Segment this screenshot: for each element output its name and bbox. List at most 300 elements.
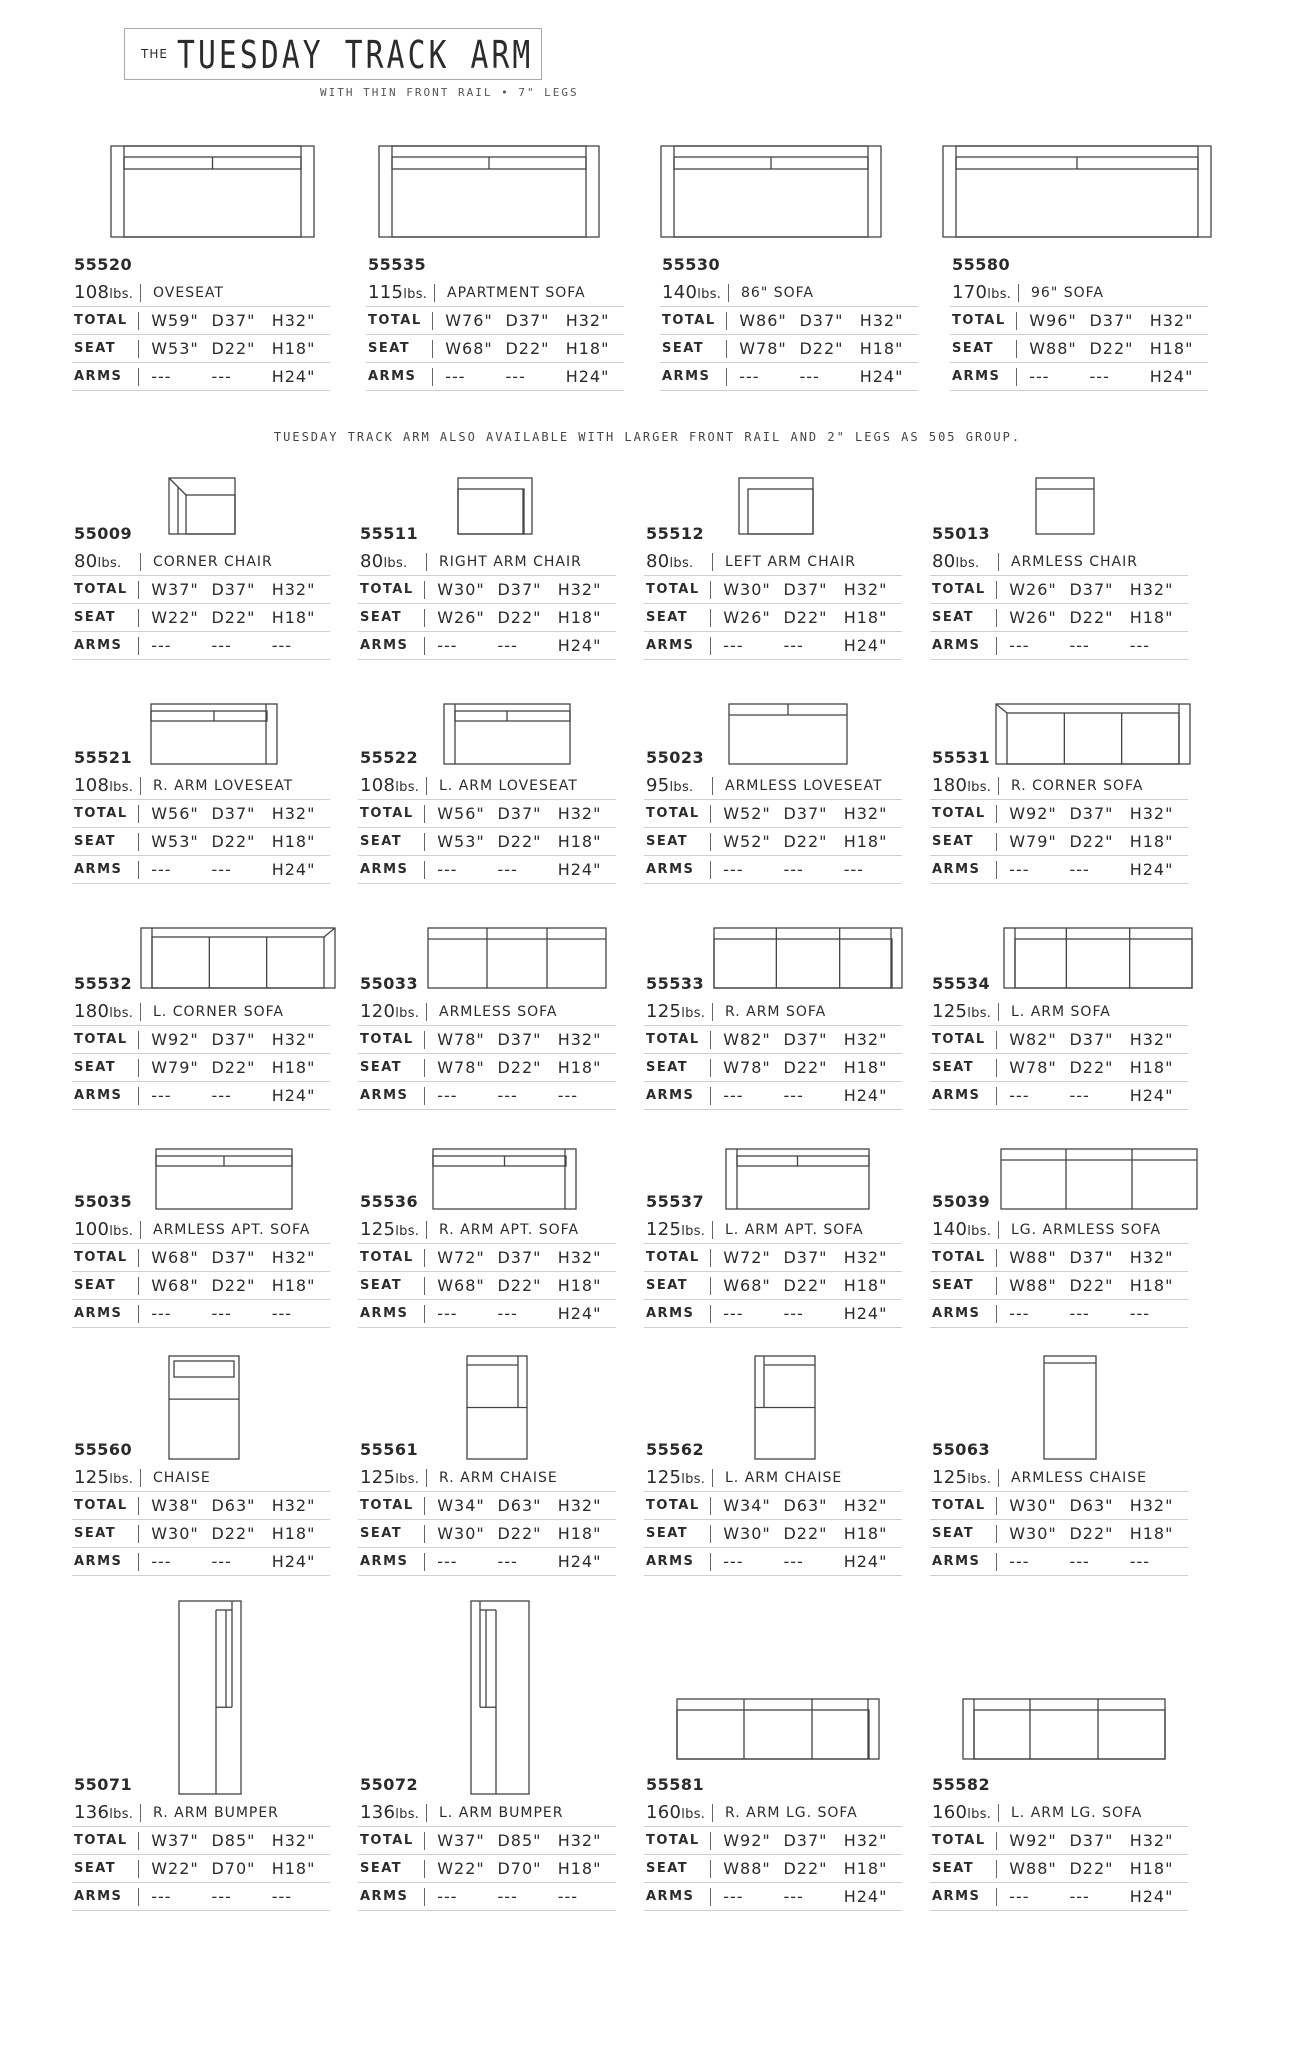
spec-row-name [72, 998, 330, 1026]
spec-value-height: H32" [1129, 1030, 1174, 1049]
divider [710, 1888, 711, 1906]
spec-value-height: H18" [843, 608, 888, 627]
spec-label-arms: ARMS [932, 1306, 981, 1321]
product-name: R. ARM CHAISE [439, 1469, 558, 1486]
spec-row-arms [930, 1300, 1188, 1328]
product-name: R. ARM LOVESEAT [153, 777, 294, 794]
spec-value-width: W82" [1009, 1030, 1057, 1049]
spec-value-width: W92" [723, 1831, 771, 1850]
product-weight: 140lbs. [662, 282, 722, 303]
spec-value-width: W30" [151, 1524, 199, 1543]
spec-row-seat [660, 335, 918, 363]
divider [710, 805, 711, 823]
divider [140, 284, 141, 302]
spec-row-name [930, 772, 1188, 800]
spec-row-name [366, 279, 624, 307]
spec-value-height: H32" [271, 1831, 316, 1850]
product-sku: 55521 [74, 748, 133, 767]
spec-value-width: W30" [1009, 1496, 1057, 1515]
divider [138, 1305, 139, 1323]
spec-row-seat [930, 604, 1188, 632]
weight-unit: lbs. [681, 1006, 706, 1021]
spec-row-name [72, 279, 330, 307]
divider [710, 1497, 711, 1515]
spec-row-total [72, 800, 330, 828]
divider [996, 1305, 997, 1323]
spec-value-width: W68" [723, 1276, 771, 1295]
spec-value-height: --- [557, 1887, 579, 1906]
spec-value-depth: D22" [783, 1859, 828, 1878]
spec-table [72, 772, 330, 884]
spec-row-total [358, 576, 616, 604]
spec-row-seat [358, 828, 616, 856]
spec-value-height: --- [271, 1887, 293, 1906]
spec-value-depth: --- [211, 860, 232, 879]
spec-value-width: --- [151, 1086, 172, 1105]
spec-value-width: W72" [437, 1248, 485, 1267]
divider [138, 637, 139, 655]
product-weight: 125lbs. [932, 1467, 992, 1488]
product-name: R. ARM SOFA [725, 1003, 827, 1020]
spec-value-width: W26" [1009, 608, 1057, 627]
spec-value-depth: D37" [1089, 311, 1134, 330]
spec-value-height: H32" [557, 1248, 602, 1267]
armless-chair-drawing-icon [1035, 477, 1095, 535]
divider [424, 805, 425, 823]
divider [996, 1553, 997, 1571]
product-sku: 55033 [360, 974, 419, 993]
spec-value-depth: D22" [799, 339, 844, 358]
spec-row-seat [644, 604, 902, 632]
spec-row-total [72, 1827, 330, 1855]
right-corner-sofa-drawing-icon [995, 703, 1191, 765]
product-sku: 55039 [932, 1192, 991, 1211]
spec-value-height: H32" [843, 1248, 888, 1267]
spec-label-seat: SEAT [646, 1526, 689, 1541]
divider [426, 553, 427, 571]
spec-value-width: W59" [151, 311, 199, 330]
spec-value-height: H32" [1129, 804, 1174, 823]
weight-unit: lbs. [967, 1472, 992, 1487]
spec-value-width: W34" [723, 1496, 771, 1515]
divider [712, 1003, 713, 1021]
spec-row-total [358, 1026, 616, 1054]
spec-label-arms: ARMS [360, 638, 409, 653]
weight-unit: lbs. [97, 556, 122, 571]
spec-value-width: W78" [437, 1058, 485, 1077]
spec-value-depth: --- [211, 367, 232, 386]
spec-row-total [660, 307, 918, 335]
spec-label-arms: ARMS [932, 862, 981, 877]
spec-value-width: --- [437, 636, 458, 655]
armless-loveseat-drawing-icon [728, 703, 848, 765]
spec-label-total: TOTAL [932, 582, 986, 597]
spec-value-height: H32" [859, 311, 904, 330]
product-weight: 180lbs. [932, 775, 992, 796]
spec-value-width: W79" [1009, 832, 1057, 851]
spec-label-total: TOTAL [360, 1032, 414, 1047]
weight-unit: lbs. [967, 1807, 992, 1822]
divider [710, 1087, 711, 1105]
spec-row-arms [644, 1300, 902, 1328]
spec-value-depth: D37" [783, 1248, 828, 1267]
product-sku: 55522 [360, 748, 419, 767]
spec-value-width: W34" [437, 1496, 485, 1515]
divider [138, 833, 139, 851]
spec-value-width: --- [437, 1552, 458, 1571]
spec-value-height: H18" [1149, 339, 1194, 358]
spec-label-arms: ARMS [646, 1306, 695, 1321]
product-name: 96" SOFA [1031, 284, 1104, 301]
spec-label-total: TOTAL [646, 1250, 700, 1265]
spec-row-arms [930, 1082, 1188, 1110]
spec-value-height: --- [271, 636, 293, 655]
spec-value-width: W38" [151, 1496, 199, 1515]
spec-label-arms: ARMS [360, 1889, 409, 1904]
weight-unit: lbs. [383, 556, 408, 571]
spec-row-arms [950, 363, 1208, 391]
spec-value-width: W26" [723, 608, 771, 627]
spec-value-depth: D37" [211, 580, 256, 599]
spec-row-arms [72, 363, 330, 391]
spec-value-width: --- [151, 860, 172, 879]
weight-unit: lbs. [955, 556, 980, 571]
spec-table [366, 279, 624, 391]
spec-label-seat: SEAT [360, 610, 403, 625]
spec-label-arms: ARMS [932, 1554, 981, 1569]
spec-value-depth: D22" [1069, 1524, 1114, 1543]
divider [710, 581, 711, 599]
divider [996, 637, 997, 655]
spec-value-height: H24" [843, 636, 888, 655]
divider [424, 1525, 425, 1543]
divider [138, 1059, 139, 1077]
spec-value-height: H32" [271, 804, 316, 823]
spec-value-height: H32" [271, 1496, 316, 1515]
spec-value-depth: D37" [783, 1831, 828, 1850]
product-sku: 55520 [74, 255, 133, 274]
spec-label-seat: SEAT [74, 834, 117, 849]
divider [424, 1832, 425, 1850]
spec-value-depth: D37" [1069, 580, 1114, 599]
product-sku: 55581 [646, 1775, 705, 1794]
spec-value-depth: --- [497, 1552, 518, 1571]
spec-label-total: TOTAL [360, 1250, 414, 1265]
divider [424, 1497, 425, 1515]
product-name: ARMLESS CHAISE [1011, 1469, 1147, 1486]
spec-label-arms: ARMS [646, 862, 695, 877]
divider [424, 1031, 425, 1049]
spec-value-height: H24" [557, 1304, 602, 1323]
spec-table [358, 998, 616, 1110]
spec-value-height: H18" [565, 339, 610, 358]
spec-value-width: W78" [437, 1030, 485, 1049]
product-name: 86" SOFA [741, 284, 814, 301]
spec-label-seat: SEAT [932, 1526, 975, 1541]
product-weight: 136lbs. [74, 1802, 134, 1823]
spec-value-height: H24" [565, 367, 610, 386]
spec-value-height: H32" [843, 1030, 888, 1049]
product-weight: 125lbs. [360, 1219, 420, 1240]
spec-row-arms [72, 1548, 330, 1576]
spec-value-depth: D37" [497, 580, 542, 599]
spec-value-depth: --- [497, 1086, 518, 1105]
product-weight: 115lbs. [368, 282, 428, 303]
spec-row-seat [72, 1520, 330, 1548]
spec-row-total [644, 1026, 902, 1054]
spec-label-seat: SEAT [932, 1861, 975, 1876]
product-sku: 55009 [74, 524, 133, 543]
spec-value-height: H32" [271, 311, 316, 330]
divider [712, 1221, 713, 1239]
spec-value-depth: D22" [783, 608, 828, 627]
weight-unit: lbs. [987, 287, 1012, 302]
product-name: LEFT ARM CHAIR [725, 553, 857, 570]
spec-value-height: H18" [271, 339, 316, 358]
spec-label-total: TOTAL [932, 1498, 986, 1513]
apartment-sofa-drawing-icon [378, 145, 600, 238]
spec-row-name [72, 772, 330, 800]
spec-value-depth: D22" [211, 1276, 256, 1295]
product-name: ARMLESS LOVESEAT [725, 777, 883, 794]
product-name: LG. ARMLESS SOFA [1011, 1221, 1162, 1238]
divider [138, 805, 139, 823]
product-sku: 55023 [646, 748, 705, 767]
product-name: L. ARM SOFA [1011, 1003, 1111, 1020]
spec-row-total [72, 1026, 330, 1054]
spec-value-depth: D37" [211, 1030, 256, 1049]
product-weight: 180lbs. [74, 1001, 134, 1022]
product-card [930, 1440, 1190, 1720]
spec-row-seat [72, 1855, 330, 1883]
spec-value-depth: D22" [783, 832, 828, 851]
spec-label-total: TOTAL [74, 582, 128, 597]
spec-value-depth: --- [799, 367, 820, 386]
spec-row-seat [358, 604, 616, 632]
spec-label-seat: SEAT [932, 1278, 975, 1293]
loveseat-drawing-icon [110, 145, 315, 238]
weight-unit: lbs. [669, 780, 694, 795]
spec-label-seat: SEAT [74, 341, 117, 356]
spec-table [950, 279, 1208, 391]
spec-row-name [950, 279, 1208, 307]
product-sku: 55531 [932, 748, 991, 767]
spec-value-height: H24" [271, 367, 316, 386]
spec-table [72, 548, 330, 660]
spec-label-seat: SEAT [360, 1060, 403, 1075]
divider [710, 1249, 711, 1267]
spec-label-arms: ARMS [74, 1088, 123, 1103]
spec-value-height: H18" [843, 1276, 888, 1295]
weight-unit: lbs. [403, 287, 428, 302]
spec-label-total: TOTAL [368, 313, 422, 328]
spec-value-height: --- [843, 860, 865, 879]
spec-value-depth: --- [211, 1086, 232, 1105]
spec-value-height: H32" [557, 580, 602, 599]
product-sku: 55071 [74, 1775, 133, 1794]
spec-value-depth: D70" [497, 1859, 542, 1878]
spec-value-height: H18" [271, 1276, 316, 1295]
spec-label-total: TOTAL [74, 1032, 128, 1047]
spec-row-name [358, 1216, 616, 1244]
divider [426, 1469, 427, 1487]
spec-value-depth: D22" [1069, 1276, 1114, 1295]
spec-row-total [950, 307, 1208, 335]
product-sku: 55580 [952, 255, 1011, 274]
spec-row-arms [358, 1082, 616, 1110]
spec-value-height: H32" [271, 580, 316, 599]
divider [726, 340, 727, 358]
product-weight: 125lbs. [360, 1467, 420, 1488]
spec-value-depth: --- [497, 860, 518, 879]
spec-value-depth: --- [505, 367, 526, 386]
spec-value-height: H24" [1129, 1086, 1174, 1105]
spec-value-depth: D63" [1069, 1496, 1114, 1515]
spec-value-height: H32" [843, 1831, 888, 1850]
product-name: CHAISE [153, 1469, 211, 1486]
spec-value-depth: --- [1069, 636, 1090, 655]
spec-label-seat: SEAT [360, 1526, 403, 1541]
spec-value-width: --- [445, 367, 466, 386]
spec-value-height: H24" [1129, 1887, 1174, 1906]
spec-value-height: H24" [1149, 367, 1194, 386]
product-name: R. ARM LG. SOFA [725, 1804, 858, 1821]
spec-value-height: H24" [843, 1304, 888, 1323]
spec-label-arms: ARMS [368, 369, 417, 384]
spec-value-height: H24" [859, 367, 904, 386]
product-sku: 55562 [646, 1440, 705, 1459]
spec-row-name [358, 998, 616, 1026]
spec-row-arms [644, 632, 902, 660]
spec-value-width: --- [151, 1304, 172, 1323]
spec-value-depth: D22" [211, 1058, 256, 1077]
spec-row-total [366, 307, 624, 335]
spec-value-depth: --- [497, 1887, 518, 1906]
spec-label-seat: SEAT [952, 341, 995, 356]
product-name: RIGHT ARM CHAIR [439, 553, 582, 570]
spec-value-height: H18" [271, 1058, 316, 1077]
spec-value-width: W68" [151, 1276, 199, 1295]
weight-unit: lbs. [109, 1224, 134, 1239]
product-name: L. ARM BUMPER [439, 1804, 564, 1821]
spec-row-arms [644, 1548, 902, 1576]
title-prefix: THE [141, 47, 168, 61]
divider [138, 1553, 139, 1571]
spec-table [358, 1799, 616, 1911]
divider [712, 1469, 713, 1487]
spec-label-total: TOTAL [74, 1250, 128, 1265]
weight-unit: lbs. [681, 1807, 706, 1822]
spec-table [644, 548, 902, 660]
spec-label-seat: SEAT [646, 1060, 689, 1075]
spec-label-total: TOTAL [74, 1833, 128, 1848]
spec-value-width: W86" [739, 311, 787, 330]
divider [996, 1525, 997, 1543]
spec-value-width: --- [437, 1887, 458, 1906]
spec-value-width: --- [151, 636, 172, 655]
spec-row-name [644, 1799, 902, 1827]
divider [996, 1277, 997, 1295]
spec-value-depth: D22" [505, 339, 550, 358]
spec-value-height: H24" [271, 860, 316, 879]
spec-row-seat [950, 335, 1208, 363]
spec-value-width: W37" [151, 580, 199, 599]
spec-label-seat: SEAT [932, 1060, 975, 1075]
divider [726, 312, 727, 330]
product-sku: 55537 [646, 1192, 705, 1211]
divider [1016, 368, 1017, 386]
spec-value-depth: D63" [211, 1496, 256, 1515]
spec-value-depth: D37" [211, 1248, 256, 1267]
product-weight: 100lbs. [74, 1219, 134, 1240]
spec-value-height: --- [1129, 636, 1151, 655]
spec-label-total: TOTAL [360, 806, 414, 821]
spec-label-total: TOTAL [662, 313, 716, 328]
spec-row-seat [644, 1272, 902, 1300]
divider [138, 312, 139, 330]
spec-table [358, 1216, 616, 1328]
armless-chaise-drawing-icon [1043, 1355, 1097, 1460]
spec-label-arms: ARMS [360, 1554, 409, 1569]
spec-table [644, 1216, 902, 1328]
spec-value-height: H18" [843, 1524, 888, 1543]
spec-value-depth: D63" [783, 1496, 828, 1515]
product-weight: 125lbs. [646, 1219, 706, 1240]
product-weight: 136lbs. [360, 1802, 420, 1823]
spec-value-width: W30" [723, 580, 771, 599]
divider [138, 1832, 139, 1850]
spec-value-width: W68" [437, 1276, 485, 1295]
spec-table [930, 998, 1188, 1110]
spec-label-total: TOTAL [646, 582, 700, 597]
spec-row-name [644, 1464, 902, 1492]
spec-value-depth: D22" [497, 1524, 542, 1543]
spec-label-seat: SEAT [368, 341, 411, 356]
spec-value-width: --- [437, 1304, 458, 1323]
spec-label-seat: SEAT [932, 610, 975, 625]
spec-value-width: W96" [1029, 311, 1077, 330]
spec-value-height: H32" [557, 1831, 602, 1850]
product-name: L. ARM LOVESEAT [439, 777, 578, 794]
spec-row-arms [930, 632, 1188, 660]
spec-row-arms [930, 1548, 1188, 1576]
product-sku: 55534 [932, 974, 991, 993]
divider [710, 609, 711, 627]
spec-row-name [358, 1464, 616, 1492]
spec-value-depth: D22" [1069, 1058, 1114, 1077]
product-weight: 95lbs. [646, 775, 694, 796]
spec-value-width: W30" [437, 580, 485, 599]
left-arm-apt-sofa-drawing-icon [725, 1148, 870, 1210]
spec-value-depth: --- [783, 1304, 804, 1323]
spec-row-arms [72, 1082, 330, 1110]
spec-label-total: TOTAL [646, 1032, 700, 1047]
spec-value-width: W78" [723, 1058, 771, 1077]
divider [138, 1860, 139, 1878]
weight-unit: lbs. [395, 1472, 420, 1487]
weight-unit: lbs. [681, 1472, 706, 1487]
spec-row-total [644, 1827, 902, 1855]
spec-row-total [644, 800, 902, 828]
right-arm-bumper-drawing-icon [178, 1600, 242, 1795]
sofa-96-drawing-icon [942, 145, 1212, 238]
spec-value-height: H18" [271, 832, 316, 851]
spec-table [644, 1464, 902, 1576]
spec-value-width: --- [723, 1304, 744, 1323]
spec-label-seat: SEAT [74, 1060, 117, 1075]
spec-row-seat [644, 1855, 902, 1883]
spec-row-name [660, 279, 918, 307]
